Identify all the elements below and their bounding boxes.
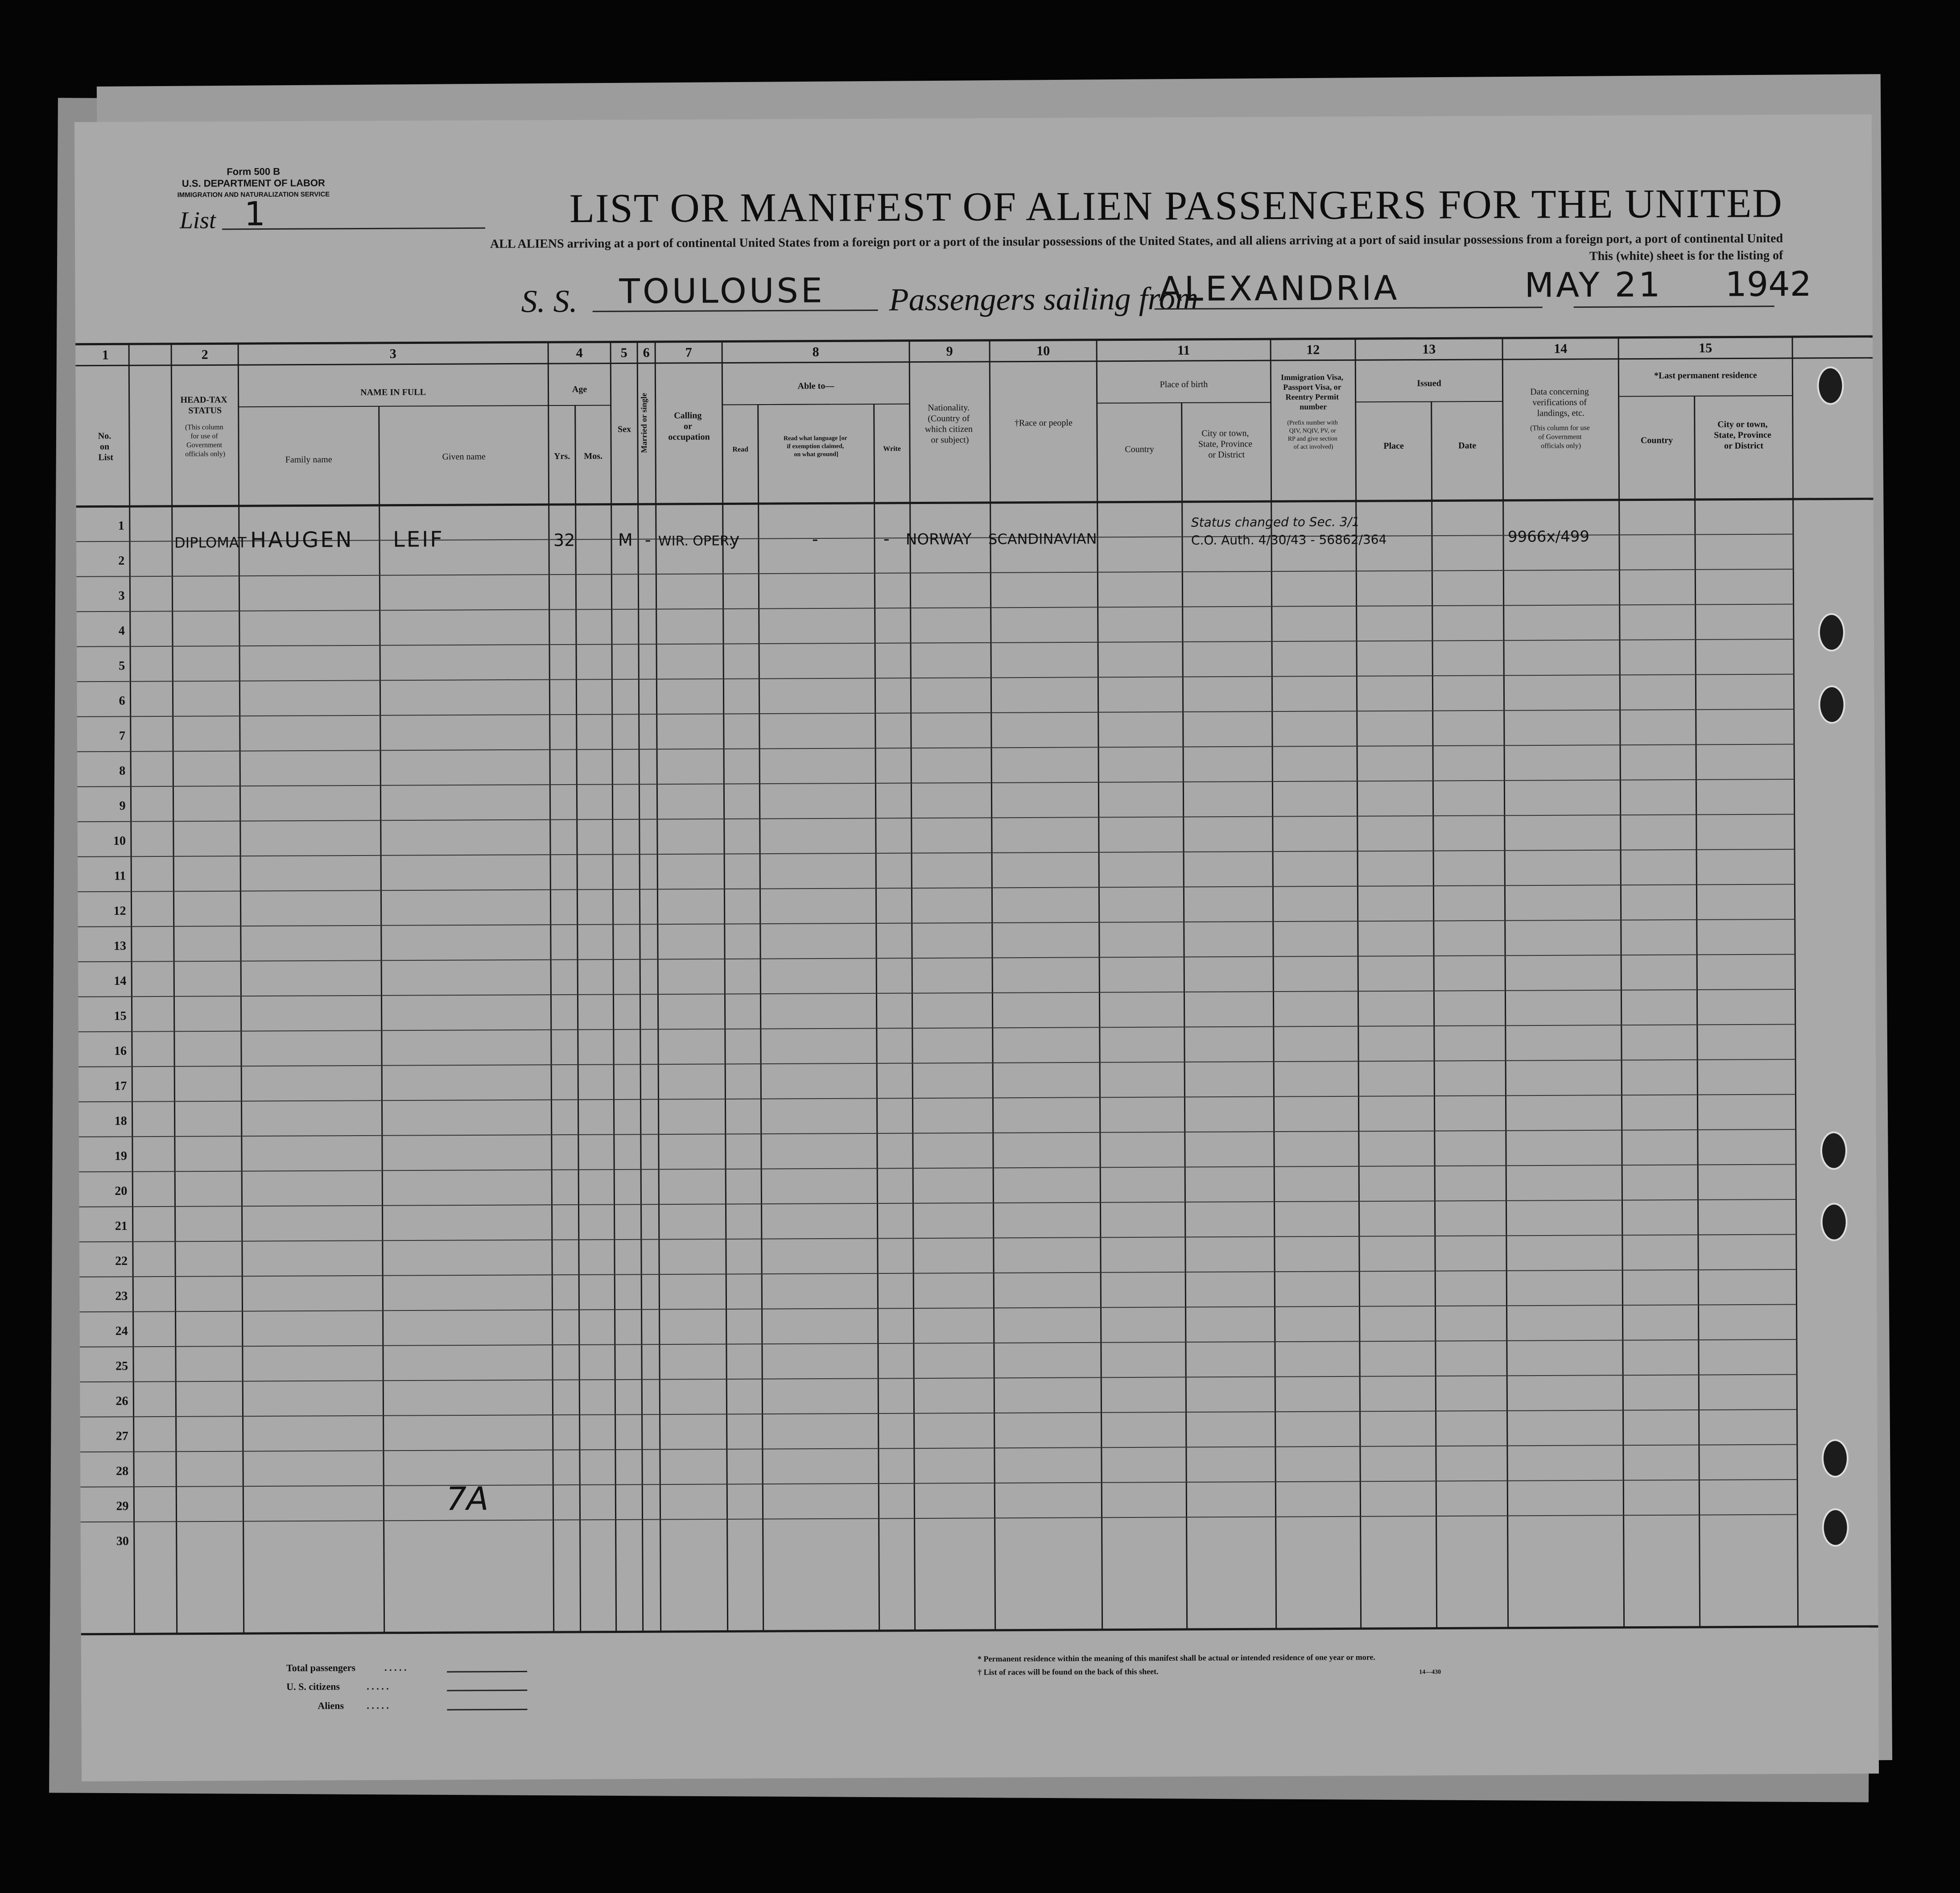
col-num-6: 6 xyxy=(643,345,650,360)
sailing-date: MAY 21 xyxy=(1524,265,1663,305)
married-header: Married or single xyxy=(639,393,649,453)
row-number: 5 xyxy=(119,659,125,673)
col-num-5: 5 xyxy=(620,345,627,360)
binder-hole-icon xyxy=(1817,367,1844,405)
binder-hole-icon xyxy=(1822,1508,1849,1546)
total-passengers-line xyxy=(447,1671,527,1672)
aliens-label: Aliens xyxy=(318,1700,344,1711)
yrs-header: Yrs. xyxy=(554,451,570,462)
row-number: 8 xyxy=(119,764,126,778)
column-headers xyxy=(98,370,1774,465)
row-line xyxy=(77,744,1794,752)
col-num-4: 4 xyxy=(576,345,583,360)
col-num-14: 14 xyxy=(1554,341,1568,356)
total-passengers-label: Total passengers xyxy=(286,1662,356,1674)
binder-hole-icon xyxy=(1818,613,1845,651)
row-number: 25 xyxy=(116,1359,128,1373)
binder-hole-icon xyxy=(1820,1131,1847,1170)
col-num-7: 7 xyxy=(685,345,692,360)
row-line xyxy=(79,1164,1796,1172)
row-line xyxy=(77,604,1794,612)
mos-header: Mos. xyxy=(584,451,603,461)
footnote-residence: * Permanent residence within the meaning of this manifest shall be actual or intended residence of one year or more. xyxy=(977,1653,1375,1664)
given-name-cell: LEIF xyxy=(392,527,444,552)
head-tax-cell: DIPLOMAT xyxy=(174,534,247,551)
race-cell: SCANDINAVIAN xyxy=(988,530,1097,548)
row-line xyxy=(77,709,1794,717)
department-name: U.S. DEPARTMENT OF LABOR xyxy=(182,177,325,189)
row-line xyxy=(79,1129,1796,1137)
manifest-sheet xyxy=(74,114,1879,1781)
row-line xyxy=(77,674,1794,682)
row-line xyxy=(80,1409,1797,1417)
row-line xyxy=(78,884,1795,892)
row-number: 7 xyxy=(119,729,125,743)
write-cell: - xyxy=(883,529,890,549)
age-yrs-cell: 32 xyxy=(553,530,575,550)
us-citizens-label: U. S. citizens xyxy=(286,1681,340,1692)
given-name-header: Given name xyxy=(442,451,486,462)
dots: . . . . . xyxy=(367,1680,389,1692)
row-number: 11 xyxy=(114,869,126,883)
row-number: 22 xyxy=(115,1254,128,1268)
nationality-cell: NORWAY xyxy=(905,530,972,549)
row-line xyxy=(79,1199,1796,1207)
status-annotation: Status changed to Sec. 3/1 xyxy=(1191,514,1360,530)
row-number: 28 xyxy=(116,1464,129,1478)
row-line xyxy=(78,849,1795,857)
binder-hole-icon xyxy=(1822,1439,1849,1477)
read-cell: y xyxy=(729,529,740,550)
row-number: 20 xyxy=(115,1184,128,1198)
row-number: 6 xyxy=(119,694,125,708)
list-label: List xyxy=(179,207,216,234)
row-number: 18 xyxy=(114,1114,127,1128)
family-name-cell: HAUGEN xyxy=(250,527,354,553)
ship-label: S. S. xyxy=(521,283,578,319)
row-number: 17 xyxy=(114,1079,127,1093)
family-name-header: Family name xyxy=(285,455,332,465)
write-header: Write xyxy=(883,445,901,453)
visa-header: Immigration Visa, Passport Visa, or Reentry Permit number xyxy=(1281,372,1344,411)
row-number: 26 xyxy=(116,1394,128,1408)
row-number: 23 xyxy=(115,1289,128,1303)
list-number: 1 xyxy=(244,194,266,234)
row-number: 10 xyxy=(113,834,126,848)
footnote-races: † List of races will be found on the back of this sheet. xyxy=(978,1667,1159,1677)
row-line xyxy=(78,919,1795,927)
city-header: City or town, State, Province or District xyxy=(1198,428,1253,460)
row-line xyxy=(79,1234,1796,1242)
passenger-row-1 xyxy=(174,513,1589,553)
row-number: 1 xyxy=(118,519,124,533)
country-header: Country xyxy=(1125,444,1154,455)
margin-note: 7A xyxy=(446,1480,489,1518)
row-line xyxy=(78,814,1795,822)
verification-cell: 9966x/499 xyxy=(1507,527,1590,546)
row-line xyxy=(80,1444,1797,1452)
row-number: 3 xyxy=(118,589,125,603)
last-residence-header: *Last permanent residence xyxy=(1654,370,1757,381)
read-header: Read xyxy=(732,446,748,454)
row-number: 14 xyxy=(114,974,127,988)
calling-header: Calling or occupation xyxy=(668,410,710,442)
authority-annotation: C.O. Auth. 4/30/43 - 56862/364 xyxy=(1191,532,1387,548)
footer xyxy=(286,1652,1441,1711)
date-header: Date xyxy=(1458,441,1477,451)
col-num-2: 2 xyxy=(201,347,208,362)
no-on-list-header: No. on List xyxy=(98,431,113,463)
col-num-13: 13 xyxy=(1422,342,1436,357)
form-number: Form 500 B xyxy=(227,165,281,178)
row-number: 12 xyxy=(113,904,126,918)
age-header: Age xyxy=(572,384,587,394)
row-line xyxy=(80,1304,1797,1312)
form-code: 14—430 xyxy=(1419,1669,1441,1676)
read-language-cell: - xyxy=(812,529,818,549)
row-line xyxy=(76,569,1793,577)
col-num-12: 12 xyxy=(1306,342,1320,357)
row-line xyxy=(80,1339,1797,1347)
occupation-cell: WIR. OPER. xyxy=(658,533,733,550)
aliens-line xyxy=(447,1709,527,1710)
dots: . . . . . xyxy=(384,1662,407,1673)
col-num-1: 1 xyxy=(102,347,109,363)
place-of-birth-header: Place of birth xyxy=(1159,379,1208,390)
row-number: 4 xyxy=(118,624,125,638)
verifications-header: Data concerning verifications of landings, etc. xyxy=(1530,386,1589,418)
row-line xyxy=(80,1480,1797,1487)
row-line xyxy=(78,1024,1795,1032)
subtitle-line-2: This (white) sheet is for the listing of xyxy=(1589,248,1783,263)
page-title: LIST OR MANIFEST OF ALIEN PASSENGERS FOR THE UNITED xyxy=(569,180,1783,231)
issued-header: Issued xyxy=(1417,378,1441,389)
col-num-11: 11 xyxy=(1177,343,1190,358)
row-line xyxy=(79,1269,1796,1277)
sailing-from: ALEXANDRIA xyxy=(1159,268,1399,309)
row-number: 19 xyxy=(114,1149,128,1163)
col-num-9: 9 xyxy=(946,344,953,359)
binder-hole-icon xyxy=(1818,685,1845,723)
dots: . . . . . xyxy=(367,1699,389,1711)
married-cell: - xyxy=(644,530,651,550)
col-num-3: 3 xyxy=(389,346,396,361)
nationality-header: Nationality. (Country of which citizen or subject) xyxy=(924,403,973,445)
row-number: 15 xyxy=(114,1009,127,1023)
sailing-year: 1942 xyxy=(1725,264,1812,304)
row-number: 21 xyxy=(115,1219,128,1233)
head-tax-note: (This column for use of Government officials only) xyxy=(185,423,226,458)
verifications-note: (This column for use of Government officials only) xyxy=(1530,424,1590,450)
col-num-15: 15 xyxy=(1699,340,1712,355)
subtitle-line-1: ALL ALIENS arriving at a port of continental United States from a foreign port or a port of the insular possessions of the United States, and all aliens arriving at a port of said insular possessions from a foreign port, a port of continental United xyxy=(490,231,1783,251)
sailing-label: Passengers sailing from xyxy=(889,280,1199,318)
row-lines xyxy=(76,534,1798,1522)
row-number: 24 xyxy=(115,1324,128,1338)
sex-cell: M xyxy=(618,530,633,550)
row-number: 13 xyxy=(113,939,127,953)
visa-note: (Prefix number with QIV, NQIV, PV, or RP and give section of act involved) xyxy=(1287,419,1338,451)
row-number: 27 xyxy=(116,1429,128,1443)
row-number: 30 xyxy=(116,1534,129,1548)
row-number: 9 xyxy=(119,799,126,813)
service-name: IMMIGRATION AND NATURALIZATION SERVICE xyxy=(177,190,330,199)
manifest-table xyxy=(74,114,1879,1781)
place-header: Place xyxy=(1383,441,1404,451)
row-line xyxy=(78,989,1795,997)
ship-name: TOULOUSE xyxy=(619,270,825,311)
row-line xyxy=(78,954,1795,962)
row-line xyxy=(78,1059,1795,1067)
col-num-8: 8 xyxy=(812,344,819,360)
res-country-header: Country xyxy=(1640,435,1673,446)
row-number: 2 xyxy=(118,554,125,568)
res-city-header: City or town, State, Province or District xyxy=(1714,419,1771,451)
row-number: 29 xyxy=(116,1499,129,1513)
sex-header: Sex xyxy=(617,424,631,434)
read-language-header: Read what language [or if exemption claimed, on what ground] xyxy=(783,435,847,458)
head-tax-header: HEAD-TAX STATUS xyxy=(180,395,227,416)
able-to-header: Able to— xyxy=(797,381,834,391)
row-line xyxy=(77,639,1794,647)
race-header: †Race or people xyxy=(1014,418,1073,428)
row-number: 16 xyxy=(114,1044,127,1058)
col-num-10: 10 xyxy=(1036,343,1050,359)
row-numbers xyxy=(112,519,129,1548)
row-line xyxy=(80,1374,1797,1382)
row-line xyxy=(81,1514,1798,1522)
binder-hole-icon xyxy=(1821,1203,1848,1241)
row-line xyxy=(77,779,1794,787)
row-line xyxy=(78,1094,1795,1102)
name-in-full-header: NAME IN FULL xyxy=(360,387,426,398)
